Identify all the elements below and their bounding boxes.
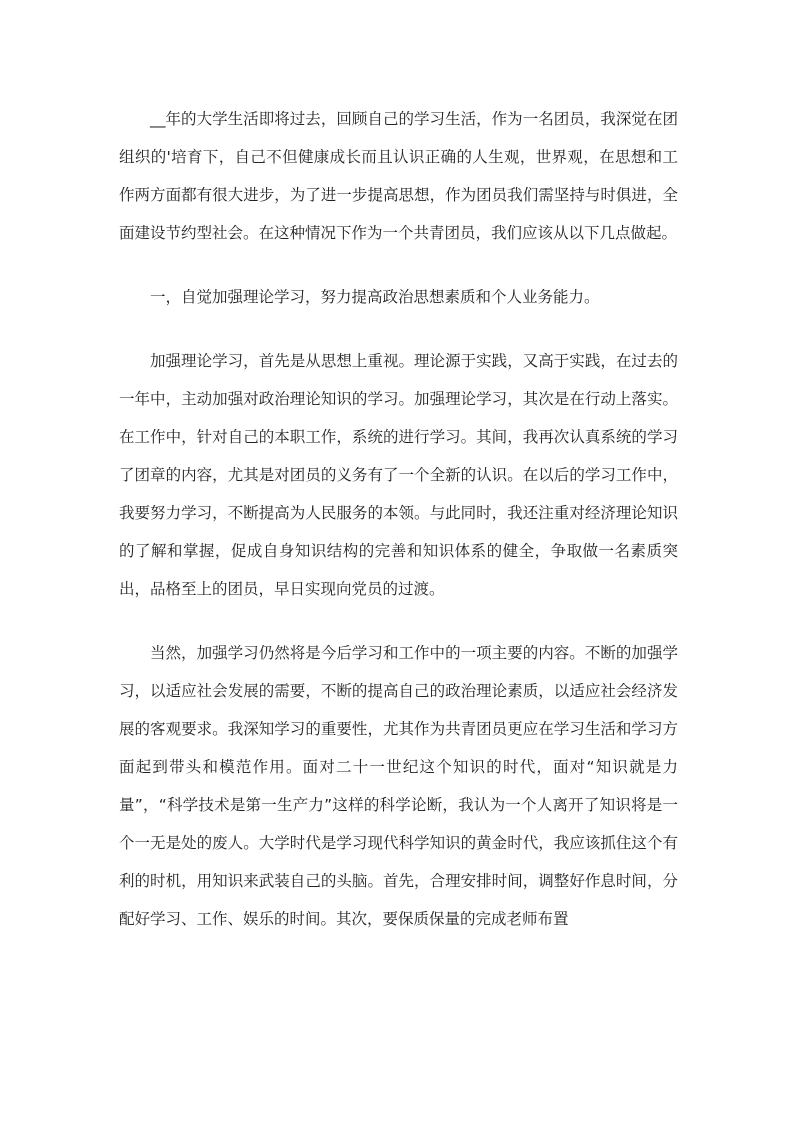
paragraph-heading-one: 一，自觉加强理论学习，努力提高政治思想素质和个人业务能力。 — [150, 288, 600, 306]
paragraph-continued-study: 当然，加强学习仍然将是今后学习和工作中的一项主要的内容。不断的加强学习，以适应社会发展的需要，不断的提高自己的政治理论素质，以适应社会经济发展的客观要求。我深知学习的重要性，尤其作为共青团员更应在学习生活和学习方面起到带头和模范作用。面对二十一世纪这个知识的时代，面对“知识就是力量”，“科学技术是第一生产力”这样的科学论断，我认为一个人离开了知识将是一个一无是处的废人。大学时代是学习现代科学知识的黄金时代，我应该抓住这个有利的时机，用知识来武装自己的头脑。首先，合理安排时间，调整好作息时间，分配好学习、工作、娱乐的时间。其次，要保质保量的完成老师布置 — [119, 644, 678, 928]
paragraph-intro: __年的大学生活即将过去，回顾自己的学习生活，作为一名团员，我深觉在团组织的'培育下，自己不但健康成长而且认识正确的人生观，世界观，在思想和工作两方面都有很大进步，为了进一步提高思想，作为团员我们需坚持与时俱进，全面建设节约型社会。在这种情况下作为一个共青团员，我们应该从以下几点做起。 — [119, 110, 678, 242]
document-body — [119, 100, 678, 964]
paragraph-theory-study: 加强理论学习，首先是从思想上重视。理论源于实践，又高于实践，在过去的一年中，主动加强对政治理论知识的学习。加强理论学习，其次是在行动上落实。在工作中，针对自己的本职工作，系统的进行学习。其间，我再次认真系统的学习了团章的内容，尤其是对团员的义务有了一个全新的认识。在以后的学习工作中，我要努力学习，不断提高为人民服务的本领。与此同时，我还注重对经济理论知识的了解和掌握，促成自身知识结构的完善和知识体系的健全，争取做一名素质突出，品格至上的团员，早日实现向党员的过渡。 — [119, 352, 678, 598]
